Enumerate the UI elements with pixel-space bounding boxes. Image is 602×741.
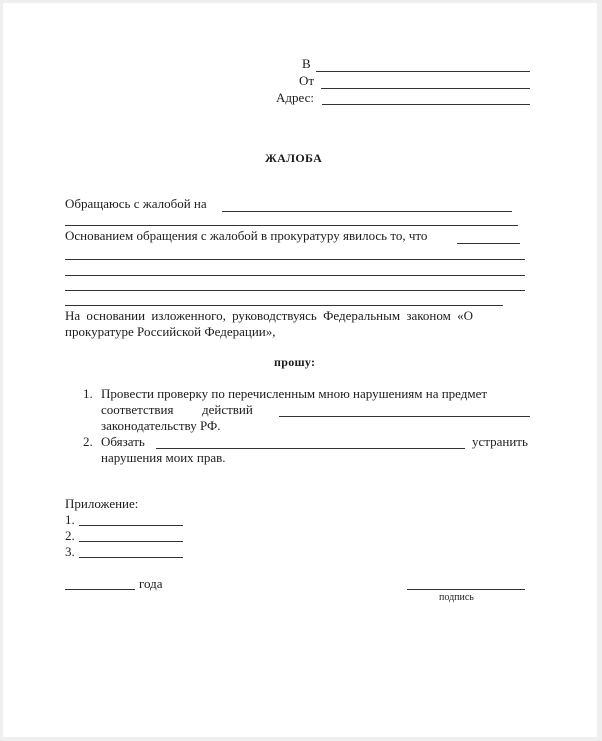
request-2-word-b: устранить <box>472 434 528 449</box>
basis-line-2 <box>65 259 525 260</box>
law-line-2: прокуратуре Российской Федерации», <box>65 324 276 339</box>
complaint-intro: Обращаюсь с жалобой на <box>65 196 207 211</box>
law-line-1 <box>65 308 530 324</box>
address-line <box>322 104 530 105</box>
basis-line-4 <box>65 290 525 291</box>
signature-line <box>407 589 525 590</box>
to-line <box>316 71 530 72</box>
document-title: ЖАЛОБА <box>265 151 323 165</box>
address-label: Адрес: <box>276 90 314 105</box>
request-1-line <box>279 416 530 417</box>
date-line <box>65 589 135 590</box>
attachment-2-line <box>79 541 183 542</box>
request-1-number: 1. <box>83 386 93 401</box>
document-page <box>3 3 597 737</box>
request-1-word-a: соответствия <box>101 402 174 417</box>
complaint-line <box>222 211 512 212</box>
request-2-line-2: нарушения моих прав. <box>101 450 226 465</box>
from-label: От <box>299 73 315 88</box>
basis-line-3 <box>65 275 525 276</box>
basis-line <box>457 243 520 244</box>
attachment-1-line <box>79 525 183 526</box>
from-line <box>321 88 530 89</box>
year-label: года <box>139 576 163 591</box>
request-2-number: 2. <box>83 434 93 449</box>
attachment-3-line <box>79 557 183 558</box>
signature-label: подпись <box>439 592 474 603</box>
attachment-3-number: 3. <box>65 544 75 559</box>
attachment-2-number: 2. <box>65 528 75 543</box>
request-1-line-1: Провести проверку по перечисленным мною нарушениям на предмет <box>101 386 488 401</box>
request-1-line-3: законодательству РФ. <box>101 418 221 433</box>
basis-line-5 <box>65 305 503 306</box>
basis-intro: Основанием обращения с жалобой в прокуратуру явилось то, что <box>65 228 428 243</box>
attachments-label: Приложение: <box>65 496 139 511</box>
law-text-1: На основании изложенного, руководствуясь Федеральным законом «О <box>65 308 473 323</box>
to-label: В <box>302 56 311 71</box>
request-2-word-a: Обязать <box>101 434 145 449</box>
request-1-word-b: действий <box>202 402 253 417</box>
attachment-1-number: 1. <box>65 512 75 527</box>
request-heading: прошу: <box>274 355 316 369</box>
complaint-line-2 <box>65 225 518 226</box>
request-2-line <box>156 448 465 449</box>
